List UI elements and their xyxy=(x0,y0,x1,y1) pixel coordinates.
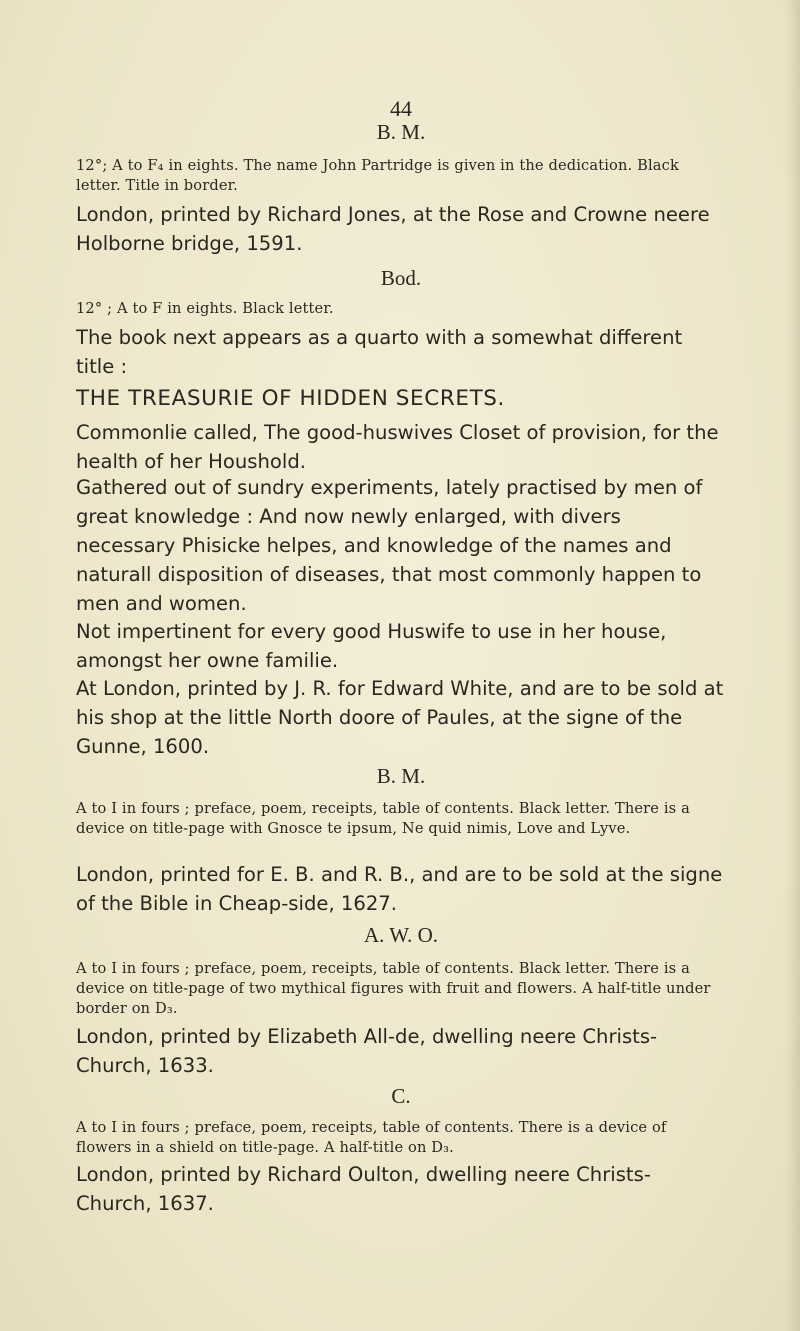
imprint-text: London, printed by Richard Jones, at the Rose and Crowne neere Holborne bridge, 1591. xyxy=(76,203,710,255)
location-label: Bod. xyxy=(380,266,422,290)
subtitle-paragraph: Gathered out of sundry experiments, lately practised by men of great knowledge : And now newly enlarged, with divers necessary Phisicke helpes, and knowledge of the names and naturall disposition of diseases, that most commonly happen to men and women. xyxy=(76,476,703,615)
subtitle-paragraph: Not impertinent for every good Huswife to use in her house, amongst her owne familie. xyxy=(76,620,667,672)
imprint-text: At London, printed by J. R. for Edward White, and are to be sold at his shop at the little North doore of Paules, at the signe of the Gunne, 1600. xyxy=(76,677,724,758)
bibliographic-note: 12°; A to F₄ in eights. The name John Partridge is given in the dedication. Black letter. Title in border. xyxy=(76,157,679,194)
bibliographic-note: 12° ; A to F in eights. Black letter. xyxy=(76,300,334,317)
imprint-text: London, printed by Richard Oulton, dwelling neere Christs-Church, 1637. xyxy=(76,1163,651,1215)
imprint-text: London, printed for E. B. and R. B., and are to be sold at the signe of the Bible in Cheap-side, 1627. xyxy=(76,863,723,915)
bibliographic-note: A to I in fours ; preface, poem, receipts, table of contents. Black letter. There is a device on title-page with Gnosce te ipsum, Ne quid nimis, Love and Lyve. xyxy=(76,800,690,837)
page-edge-shadow xyxy=(786,0,800,1331)
location-label: B. M. xyxy=(376,764,426,788)
page-number: 44 xyxy=(390,96,412,121)
location-label: A. W. O. xyxy=(363,923,439,947)
book-title: THE TREASURIE OF HIDDEN SECRETS. xyxy=(76,386,505,411)
imprint-text: London, printed by Elizabeth All-de, dwelling neere Christs-Church, 1633. xyxy=(76,1025,658,1077)
location-label: B. M. xyxy=(376,120,426,144)
location-label: C. xyxy=(391,1084,411,1108)
body-paragraph: The book next appears as a quarto with a somewhat different title : xyxy=(76,326,683,378)
bibliographic-note: A to I in fours ; preface, poem, receipts, table of contents. There is a device of flowers in a shield on title-page. A half-title on D₃. xyxy=(76,1119,667,1156)
subtitle-paragraph: Commonlie called, The good-huswives Closet of provision, for the health of her Houshold. xyxy=(76,421,719,473)
bibliographic-note: A to I in fours ; preface, poem, receipts, table of contents. Black letter. There is a device on title-page of two mythical figures with fruit and flowers. A half-title under border on D₃. xyxy=(76,960,711,1017)
